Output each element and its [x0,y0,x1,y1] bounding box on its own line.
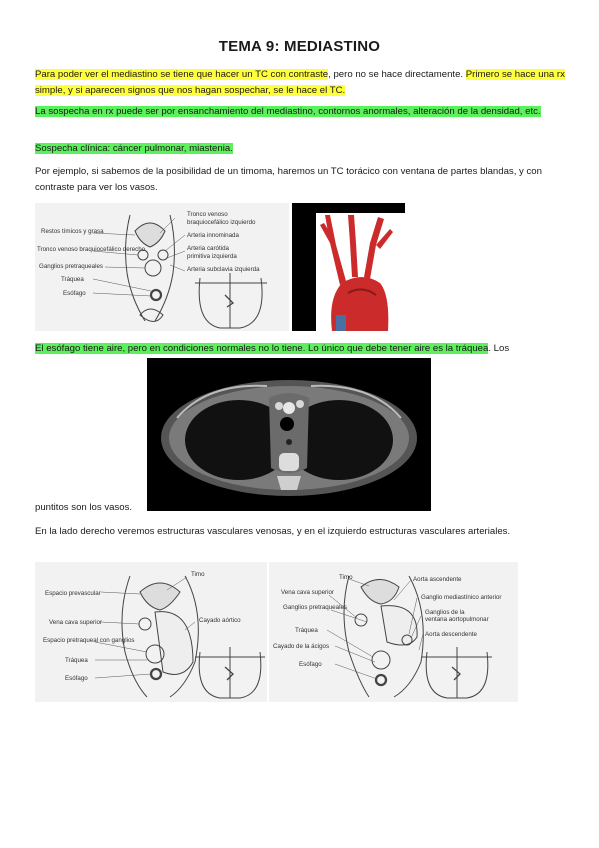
paragraph-5-end: puntitos son los vasos. [35,502,133,513]
label-traquea: Tráquea [65,657,88,664]
label-espacio-prevascular: Espacio prevascular [45,590,101,597]
label-aorta-ascendente: Aorta ascendente [413,576,462,583]
page-title: TEMA 9: MEDIASTINO [218,38,381,55]
label-tronco-venoso: Tronco venoso [187,211,228,218]
paragraph-1 [35,67,565,99]
label-aorta-descendente: Aorta descendente [425,631,477,638]
label-espacio-pretraqueal: Espacio pretraqueal con ganglios [43,637,135,644]
label-ganglios-pretraqueales: Ganglios pretraqueales [283,604,347,611]
label-esofago: Esófago [299,661,322,668]
paragraph-5 [35,341,570,357]
aortic-arch-image [292,203,405,331]
paragraph-4: Por ejemplo, si sabemos de la posibilidad de un timoma, haremos un TC torácico con ventana de partes blandas, y con contraste para ver los vasos. [35,166,542,193]
highlight-green-text: Sospecha clínica: cáncer pulmonar, miastenia. [35,143,233,154]
mediastinum-diagram-arterial [269,562,518,702]
highlight-yellow-text: Primero se hace una rx simple, y si aparecen signos que nos hagan sospechar, se le hace el TC. [35,69,565,96]
label-ganglios-pretraqueales: Ganglios pretraqueales [39,263,103,270]
label-vena-cava-superior: Vena cava superior [281,589,334,596]
highlight-green-text: La sospecha en rx puede ser por ensanchamiento del mediastino, contornos anormales, alteración de la densidad, etc. [35,106,541,117]
label-tronco-venoso-derecho: Tronco venoso braquiocefálico derecho [37,246,146,253]
label-arteria-subclavia: Arteria subclavia izquierda [187,266,260,273]
paragraph-6: En la lado derecho veremos estructuras vasculares venosas, y en el izquierdo estructuras vasculares arteriales. [35,526,511,537]
label-ganglio-mediastinico: Ganglio mediastínico anterior [421,594,502,601]
ct-scan-image [147,358,431,511]
label-arteria-innominada: Arteria innominada [187,232,239,239]
label-ganglios-ventana: Ganglios de la [425,609,465,616]
label-cayado-acigos: Cayado de la ácigos [273,643,330,650]
plain-text: , pero no se hace directamente. [328,69,466,80]
label-cayado-aortico: Cayado aórtico [199,617,241,624]
label-arteria-carotida: Arteria carótida [187,245,229,252]
label-braquiocefalico-izq: braquiocefálico izquierdo [187,219,256,226]
label-traquea: Tráquea [295,627,318,634]
label-primitiva-izquierda: primitiva izquierda [187,253,237,260]
label-timo: Timo [191,571,205,578]
label-restos-timicos: Restos tímicos y grasa [41,228,104,235]
label-esofago: Esófago [63,290,86,297]
paragraph-3 [35,141,565,157]
paragraph-2 [35,104,565,120]
plain-text: . Los [488,343,510,354]
label-traquea: Tráquea [61,276,84,283]
label-vena-cava-superior: Vena cava superior [49,619,102,626]
label-timo: Timo [339,574,353,581]
highlight-yellow-text: Para poder ver el mediastino se tiene que hacer un TC con contraste [35,69,329,80]
mediastinum-diagram-upper [35,203,289,331]
label-esofago: Esófago [65,675,88,682]
mediastinum-diagram-venous [35,562,267,702]
label-ventana-aortopulmonar: ventana aortopulmonar [425,616,489,623]
highlight-green-text: El esófago tiene aire, pero en condiciones normales no lo tiene. Lo único que debe tener aire es la tráquea [35,343,489,354]
